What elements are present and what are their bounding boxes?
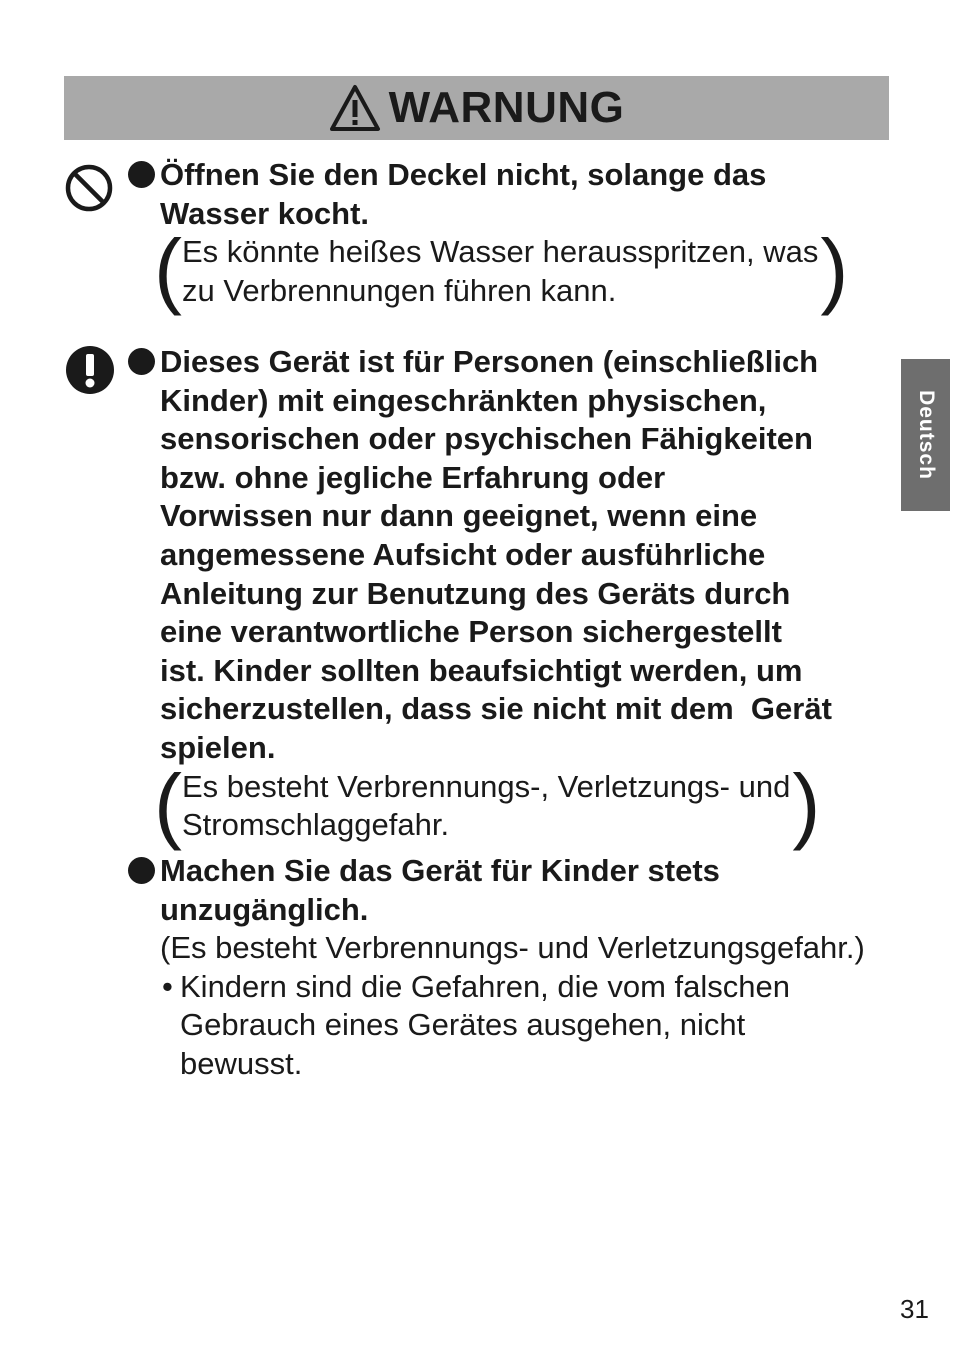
warning-item-persons — [128, 343, 832, 845]
warning-banner — [64, 76, 889, 140]
item-heading: Machen Sie das Gerät für Kinder stets unzugänglich. — [128, 852, 865, 929]
item-note: ( Es besteht Verbrennungs-, Verletzungs- und Stromschlaggefahr. ) — [160, 768, 812, 845]
bullet-dot-icon — [128, 348, 155, 375]
warning-title: WARNUNG — [388, 83, 625, 132]
page-number: 31 — [900, 1294, 929, 1324]
item-note: ( Es könnte heißes Wasser herausspritzen, was zu Verbrennungen führen kann. ) — [160, 233, 840, 310]
warning-item-lid — [128, 156, 840, 310]
item-bullet: • Kindern sind die Gefahren, die vom falschen Gebrauch eines Gerätes ausgehen, nicht bewusst. — [162, 968, 791, 1081]
exclamation-circle-icon — [65, 345, 115, 395]
item-heading: Dieses Gerät ist für Personen (einschließlich Kinder) mit eingeschränkten physischen, sensorischen oder psychischen Fähigkeiten bzw. ohne jegliche Erfahrung oder Vorwissen nur dann geeignet, wenn eine angemessene Aufsicht oder ausführliche Anleitung zur Benutzung des Geräts durch eine verantwortliche Person sichergestellt ist. Kinder sollten beaufsichtigt werden, um sicherzustellen, dass sie nicht mit dem Gerät spielen. — [128, 343, 832, 768]
bullet-dot-icon — [128, 161, 155, 188]
prohibition-icon — [64, 163, 114, 213]
language-tab — [901, 359, 950, 511]
warning-item-children — [128, 852, 865, 1084]
language-tab-label: Deutsch — [914, 390, 938, 480]
bullet-mark: • — [162, 968, 173, 1004]
item-note: (Es besteht Verbrennungs- und Verletzungsgefahr.) — [160, 930, 865, 966]
bullet-dot-icon — [128, 857, 155, 884]
warning-triangle-icon — [329, 84, 381, 132]
item-heading: Öffnen Sie den Deckel nicht, solange das Wasser kocht. — [128, 156, 840, 233]
